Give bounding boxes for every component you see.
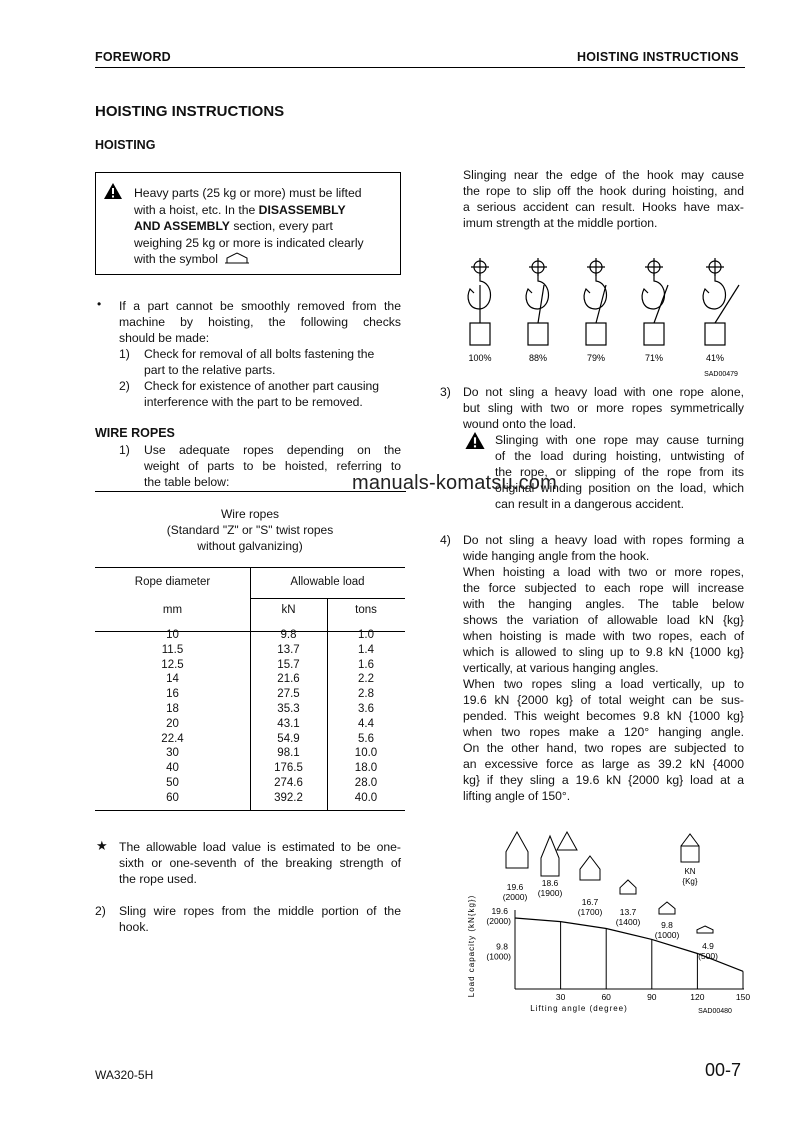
legend-kg: {Kg}: [682, 877, 698, 886]
point-label-kn: 19.6: [506, 882, 524, 892]
page-number: 00-7: [705, 1060, 742, 1080]
wire-ropes-heading: WIRE ROPES: [95, 426, 175, 440]
mm-cell: 16: [166, 688, 179, 701]
th-allowable-load: Allowable load: [290, 576, 365, 588]
header-right: HOISTING INSTRUCTIONS: [577, 50, 739, 64]
mm-cell: 50: [166, 776, 179, 789]
hook-percent-label: 71%: [644, 353, 664, 363]
tons-cell: 4.4: [358, 717, 374, 730]
watermark: manuals-komatsu.com: [352, 472, 557, 494]
note-text: The allowable load value is estimated to be one- sixth or one-seventh of the breaking strength of the rope used.: [119, 840, 401, 886]
tons-cell: 2.8: [358, 688, 374, 701]
step-4-line: kg} if they sling a 19.6 kN {2000 kg} load at a: [463, 773, 744, 787]
mm-cell: 30: [166, 747, 179, 760]
hook-icon: [703, 273, 725, 309]
point-label-kg: (1400): [615, 917, 641, 927]
star-icon: ★: [96, 838, 108, 853]
kn-cell: 43.1: [277, 717, 300, 730]
sling-rope: [538, 285, 544, 323]
step-4-line: an excessive force as large as 39.2 kN {4000: [463, 757, 744, 771]
point-label-kn: 4.9: [702, 941, 714, 951]
legend-load-icon: [681, 846, 699, 862]
load-icon: [557, 832, 577, 850]
y-tick-label-kn: 9.8: [496, 941, 508, 952]
tons-cell: 28.0: [354, 776, 378, 789]
step-4-line: shows the variation of allowable load kN {kg}: [463, 613, 744, 627]
mm-cell: 10: [166, 629, 179, 641]
step-4: [463, 532, 744, 804]
hook-percent-label: 41%: [705, 353, 725, 363]
col-tons: [327, 628, 405, 806]
step-4-num: 4): [440, 533, 451, 547]
x-tick-label: 90: [647, 992, 657, 1002]
warning-line2: with a hoist, etc. In the DISASSEMBLY: [134, 202, 346, 217]
point-label-kn: 18.6: [541, 878, 559, 888]
kn-cell: 176.5: [274, 762, 303, 775]
point-label-kg: (1700): [577, 907, 603, 917]
step-4-line: When two ropes sling a load vertically, up to: [463, 677, 744, 691]
kn-cell: 21.6: [277, 673, 300, 686]
mm-cell: 14: [166, 673, 179, 686]
hook-icon: [468, 273, 490, 309]
tons-cell: 1.4: [358, 643, 374, 656]
kn-cell: 15.7: [277, 658, 300, 671]
step-4-line: 19.6 kN {2000 kg} of total weight can be sus-: [463, 693, 744, 707]
y-tick-label-kn: 19.6: [491, 906, 508, 916]
load-block: [470, 323, 490, 345]
x-axis-title: Lifting angle (degree): [530, 1004, 628, 1013]
page-title: HOISTING INSTRUCTIONS: [95, 103, 285, 120]
x-tick-label: 30: [555, 992, 566, 1002]
x-tick-label: 150: [735, 992, 751, 1002]
th-unit-mm: mm: [162, 604, 183, 616]
step-3: 3) Do not sling a heavy load with one rope alone, but sling with two or more ropes symmetrically wound onto the load.: [440, 385, 744, 431]
step-4-line: with the hanging angles. The table below: [463, 597, 744, 611]
step-4-line: On the other hand, two ropes are subjected to: [463, 741, 744, 755]
load-capacity-chart: [462, 828, 751, 1020]
mm-cell: 22.4: [161, 732, 184, 745]
step-4-line: lifting angle of 150°.: [463, 789, 571, 803]
load-shape-icon: [541, 836, 559, 876]
th-unit-tons: tons: [355, 604, 377, 616]
tons-cell: 2.2: [358, 673, 374, 686]
tons-cell: 1.0: [358, 629, 374, 641]
th-unit-kn: kN: [281, 604, 296, 616]
point-label-kg: (500): [698, 951, 718, 961]
step-4-line: vertically, at various hanging angles.: [463, 661, 659, 675]
check-item-1: 1) Check for removal of all bolts fastening the part to the relative parts.: [119, 347, 375, 377]
col-mm: [95, 628, 250, 806]
load-block: [705, 323, 725, 345]
section-hoisting: HOISTING: [95, 138, 156, 152]
step-4-line: Do not sling a heavy load with ropes forming a: [463, 533, 744, 547]
point-label-kg: (2000): [502, 892, 528, 902]
check-item-2: 2) Check for existence of another part causing interference with the part to be removed.: [119, 379, 380, 409]
y-tick-label-kg: (2000): [486, 916, 511, 926]
tons-cell: 1.6: [358, 658, 374, 671]
warning-line4: weighing 25 kg or more is indicated clearly: [134, 235, 364, 250]
hook-icon: [584, 273, 606, 309]
header-left: FOREWORD: [95, 50, 171, 64]
step-4-line: when hoisting is made with two ropes, each of: [463, 629, 744, 643]
legend-sling-icon: [681, 834, 699, 846]
hook-figure: [455, 255, 755, 380]
table-caption: Wire ropes (Standard "Z" or "S" twist ropes without galvanizing): [166, 507, 334, 553]
kn-cell: 9.8: [280, 629, 297, 641]
step-4-line: pended. This weight becomes 9.8 kN {1000 kg}: [463, 709, 744, 723]
y-tick-label-kg: (1000): [486, 951, 511, 962]
step-4-line: the force subjected to each rope will increase: [463, 581, 744, 595]
warning-line1: Heavy parts (25 kg or more) must be lifted: [134, 186, 362, 200]
kn-cell: 54.9: [277, 732, 300, 745]
point-label-kn: 13.7: [619, 907, 637, 917]
x-tick-label: 60: [601, 992, 611, 1002]
load-shape-icon: [580, 856, 600, 880]
mm-cell: 11.5: [161, 643, 184, 656]
tons-cell: 18.0: [354, 762, 378, 775]
warning-icon-2: [465, 432, 485, 449]
bullet-mark: •: [97, 297, 102, 311]
step-4-line: wide hanging angle from the hook.: [463, 549, 650, 563]
footer-model: WA320-5H: [95, 1068, 154, 1082]
th-rope-diameter: Rope diameter: [134, 576, 211, 588]
tons-cell: 40.0: [354, 791, 378, 804]
kn-cell: 392.2: [274, 791, 303, 804]
hook-percent-label: 88%: [528, 353, 548, 363]
mm-cell: 20: [166, 717, 179, 730]
load-shape-icon: [506, 832, 528, 868]
col-kn: [250, 628, 327, 806]
load-block: [644, 323, 664, 345]
step-2: 2) Sling wire ropes from the middle portion of the hook.: [95, 904, 401, 934]
kn-cell: 274.6: [274, 776, 303, 789]
warning-icon: [104, 183, 122, 199]
tons-cell: 5.6: [358, 732, 374, 745]
hook-figure-code: SAD00479: [704, 371, 738, 378]
step-4-line: which is allowed to sling up to 9.8 kN {1000 kg}: [463, 645, 744, 659]
mm-cell: 18: [166, 702, 179, 715]
kn-cell: 13.7: [277, 643, 300, 656]
kn-cell: 27.5: [277, 688, 300, 701]
mm-cell: 40: [166, 762, 179, 775]
warning-box: [95, 172, 401, 275]
point-label-kg: (1900): [537, 888, 563, 898]
warning-line5: with the symbol: [134, 251, 394, 268]
load-shape-icon: [620, 880, 636, 894]
wire-ropes-step1: 1) Use adequate ropes depending on the weight of parts to be hoisted, referring to the table below:: [119, 443, 401, 489]
hoist-symbol-icon: [225, 252, 249, 264]
kn-cell: 35.3: [277, 702, 300, 715]
load-block: [528, 323, 548, 345]
kn-cell: 98.1: [277, 747, 300, 760]
chart-code: SAD00480: [698, 1008, 732, 1015]
bullet-text: If a part cannot be smoothly removed from the machine by hoisting, the following checks should be made:: [119, 299, 401, 345]
point-label-kn: 16.7: [581, 897, 599, 907]
mm-cell: 12.5: [161, 658, 184, 671]
mm-cell: 60: [166, 791, 179, 804]
y-axis-title: Load capacity (kN{kg}): [467, 894, 476, 998]
tons-cell: 3.6: [358, 702, 374, 715]
wire-rope-table: [95, 567, 405, 812]
hook-icon: [526, 273, 548, 309]
hook-percent-label: 100%: [468, 353, 492, 363]
header-rule: [95, 67, 745, 68]
load-shape-icon: [697, 926, 713, 933]
step-4-line: when two ropes make a 120° hanging angle.: [463, 725, 744, 739]
sling-rope: [715, 285, 739, 323]
load-shape-icon: [659, 902, 675, 914]
warning-line3: AND ASSEMBLY section, every part: [134, 219, 333, 233]
x-tick-label: 120: [690, 992, 705, 1002]
point-label-kg: (1000): [654, 930, 680, 940]
right-intro: Slinging near the edge of the hook may cause the rope to slip off the hook during hoisting, and a serious accident can result. Hooks have max- imum strength at the middle portion.: [463, 168, 744, 230]
tons-cell: 10.0: [354, 747, 378, 760]
step-3-warning: Slinging with one rope may cause turning of the load during hoisting, untwisting of the rope, or slipping of the rope from its original winding position on the load, which can result in a dangerous accident.: [495, 433, 744, 511]
load-block: [586, 323, 606, 345]
point-label-kn: 9.8: [661, 920, 673, 930]
legend-kn: KN: [684, 867, 696, 876]
step-4-line: When hoisting a load with two or more ropes,: [463, 565, 744, 579]
sling-rope: [654, 285, 668, 323]
hook-percent-label: 79%: [586, 353, 606, 363]
